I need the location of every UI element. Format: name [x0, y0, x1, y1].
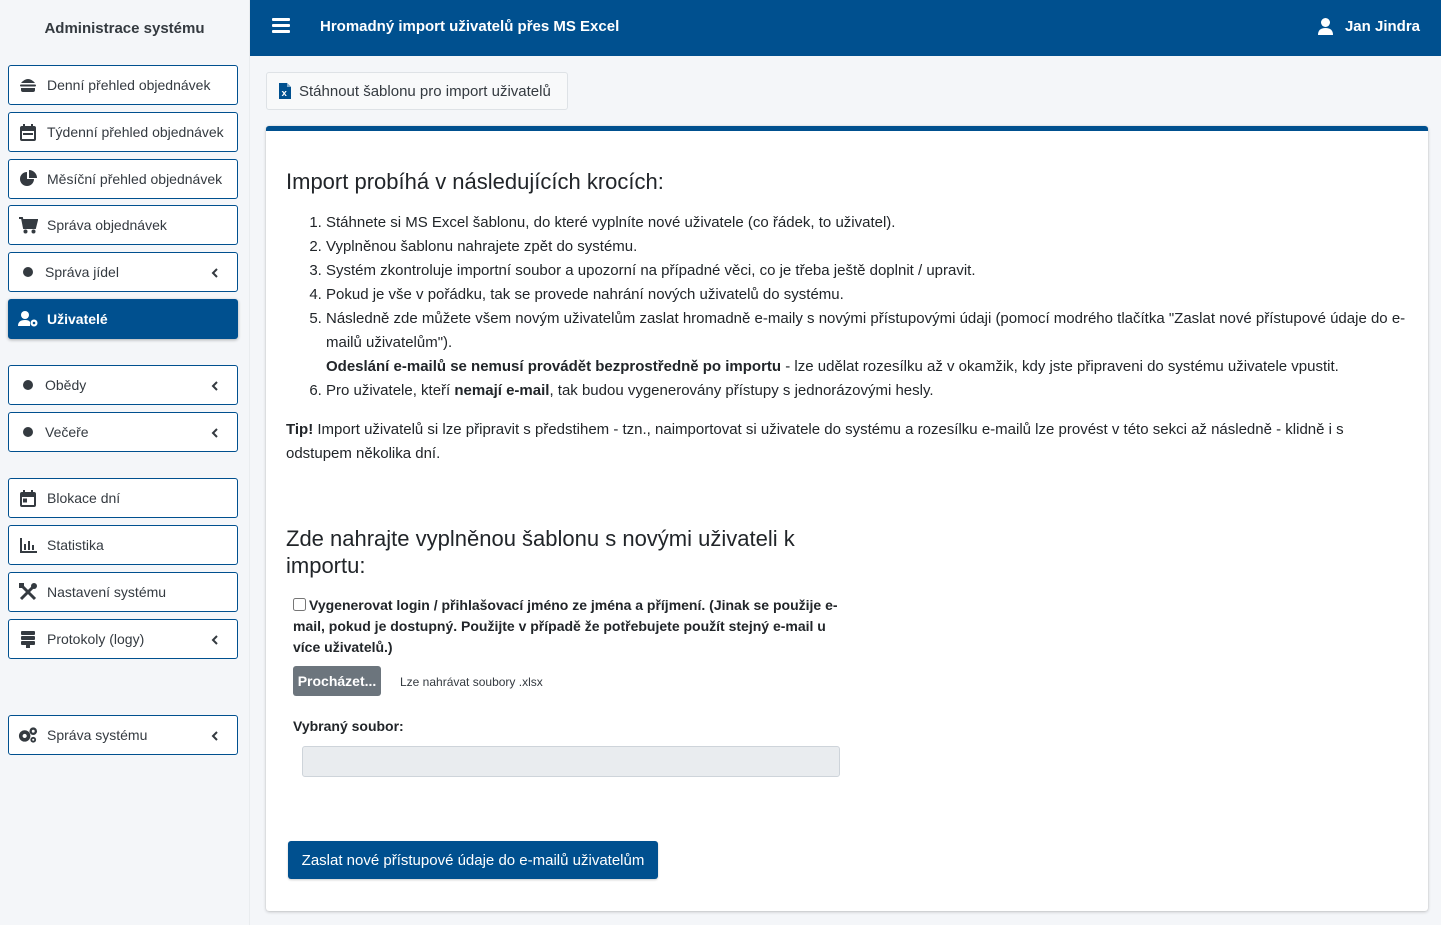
generate-login-option[interactable] [293, 595, 838, 658]
excel-file-icon [279, 83, 291, 99]
tip-paragraph [286, 418, 1366, 466]
user-icon [1318, 18, 1333, 35]
sidebar-item-label: Správa systému [47, 727, 148, 743]
step-5 [326, 307, 1411, 379]
sidebar-item-system-admin[interactable] [8, 715, 238, 755]
generate-login-checkbox[interactable] [293, 598, 306, 611]
dot-icon [23, 427, 33, 437]
hamburger-food-icon [18, 75, 38, 95]
selected-file-field[interactable] [302, 746, 840, 777]
sidebar-item-label: Večeře [45, 424, 89, 440]
step-5-text: Následně zde můžete všem novým uživatelům zaslat hromadně e-maily s novými přístupovými údaji (pomocí modrého tlačítka "Zaslat nové přístupové údaje do e-mailů uživatelům"). [326, 310, 1406, 351]
step-5-bold: Odeslání e-mailů se nemusí provádět bezprostředně po importu [326, 358, 782, 375]
sidebar-item-users[interactable] [8, 299, 238, 339]
sidebar-item-dinners[interactable] [8, 412, 238, 452]
sidebar [0, 0, 250, 925]
page-title: Hromadný import uživatelů přes MS Excel [320, 18, 620, 35]
chevron-left-icon [207, 265, 223, 281]
sidebar-item-system-settings[interactable] [8, 572, 238, 612]
chevron-left-icon [207, 425, 223, 441]
svg-text:X: X [281, 90, 287, 98]
send-credentials-button[interactable]: Zaslat nové přístupové údaje do e-mailů uživatelům [288, 841, 658, 879]
sidebar-item-meal-management[interactable] [8, 252, 238, 292]
chevron-left-icon [207, 728, 223, 744]
sidebar-item-label: Správa jídel [45, 264, 119, 280]
sidebar-item-order-management[interactable] [8, 205, 238, 245]
sidebar-item-label: Týdenní přehled objednávek [47, 124, 224, 140]
step-1: 1. Stáhnete si MS Excel šablonu, do které vyplníte nové uživatele (co řádek, to uživatel). [326, 211, 1411, 235]
step-6-bold: nemají e-mail [454, 382, 550, 399]
tip-label: Tip! [286, 421, 314, 438]
sidebar-brand: Administrace systému [44, 19, 205, 37]
calendar-week-icon [18, 122, 38, 142]
sidebar-item-label: Denní přehled objednávek [47, 77, 211, 93]
server-icon [18, 629, 38, 649]
step-6 [326, 379, 1411, 403]
calendar-day-icon [18, 488, 38, 508]
step-6-post: , tak budou vygenerovány přístupy s jednorázovými hesly. [549, 382, 934, 399]
dot-icon [23, 380, 33, 390]
step-5-rest: - lze udělat rozesílku až v okamžik, kdy jste připraveni do systému uživatele vpustit. [781, 358, 1339, 375]
step-3: 3. Systém zkontroluje importní soubor a upozorní na případné věci, co je třeba ještě doplnit / upravit. [326, 259, 1411, 283]
generate-login-label: Vygenerovat login / přihlašovací jméno ze jména a příjmení. (Jinak se použije e-mail, pokud je dostupný. Použijte v případě že potřebujete použít stejný e-mail u více uživatelů.) [293, 597, 838, 655]
file-type-hint: Lze nahrávat soubory .xlsx [400, 675, 543, 689]
sidebar-item-label: Uživatelé [47, 311, 108, 327]
sidebar-item-day-blocking[interactable] [8, 478, 238, 518]
instructions-heading: Import probíhá v následujících krocích: [286, 169, 664, 194]
cogs-icon [18, 725, 38, 745]
user-name: Jan Jindra [1344, 18, 1420, 35]
step-2: 2. Vyplněnou šablonu nahrajete zpět do systému. [326, 235, 1411, 259]
download-template-label: Stáhnout šablonu pro import uživatelů [299, 82, 551, 100]
step-6-pre: Pro uživatele, kteří [326, 382, 455, 399]
upload-heading: Zde nahrajte vyplněnou šablonu s novými uživateli k importu: [286, 526, 795, 578]
cart-icon [18, 215, 38, 235]
tip-text: Import uživatelů si lze připravit s předstihem - tzn., naimportovat si uživatele do systému a rozesílku e-mailů lze provést v této sekci až následně - klidně i s odstupem několika dní. [286, 421, 1344, 462]
sidebar-item-daily-orders[interactable] [8, 65, 238, 105]
browse-button[interactable]: Procházet... [293, 666, 381, 696]
tools-icon [18, 582, 38, 602]
import-card [266, 126, 1428, 911]
sidebar-item-label: Správa objednávek [47, 217, 167, 233]
sidebar-item-label: Nastavení systému [47, 584, 167, 600]
sidebar-item-label: Obědy [45, 377, 87, 393]
pie-chart-icon [18, 169, 38, 189]
chevron-left-icon [207, 378, 223, 394]
step-4: 4. Pokud je vše v pořádku, tak se provede nahrání nových uživatelů do systému. [326, 283, 1411, 307]
sidebar-item-label: Blokace dní [47, 490, 121, 506]
user-menu[interactable] [1318, 18, 1420, 35]
download-template-button[interactable] [266, 72, 568, 110]
sidebar-item-label: Statistika [47, 537, 104, 553]
dot-icon [23, 267, 33, 277]
top-navbar [250, 0, 1441, 56]
sidebar-item-label: Protokoly (logy) [47, 631, 145, 647]
sidebar-item-label: Měsíční přehled objednávek [47, 171, 223, 187]
sidebar-item-statistics[interactable] [8, 525, 238, 565]
sidebar-item-logs[interactable] [8, 619, 238, 659]
sidebar-item-lunches[interactable] [8, 365, 238, 405]
menu-toggle-icon[interactable] [272, 18, 290, 38]
chevron-left-icon [207, 632, 223, 648]
selected-file-label: Vybraný soubor: [293, 718, 404, 734]
sidebar-item-weekly-orders[interactable] [8, 112, 238, 152]
sidebar-item-monthly-orders[interactable] [8, 159, 238, 199]
bar-chart-icon [18, 535, 38, 555]
users-gear-icon [18, 309, 38, 329]
instructions-list [286, 211, 1411, 403]
